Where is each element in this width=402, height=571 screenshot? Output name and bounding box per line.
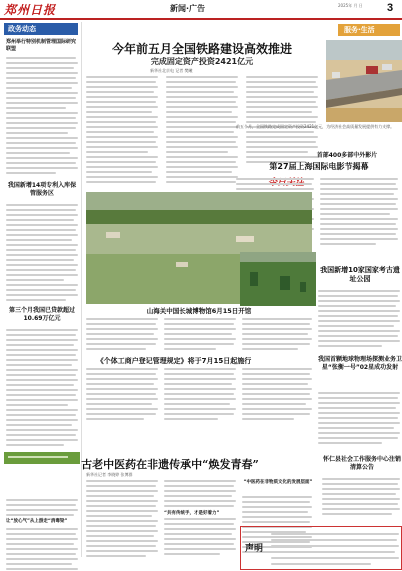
statement-box xyxy=(240,526,402,570)
great-wall-museum-caption[interactable]: 山海关中国长城博物馆6月15日开馆 xyxy=(146,307,252,315)
farm-photo-icon xyxy=(240,252,316,306)
top-story-subhead: 完成固定资产投资2421亿元 xyxy=(150,57,254,66)
masthead-rule xyxy=(0,18,402,20)
archaeology-body xyxy=(318,290,402,352)
statement-label: 声明 xyxy=(245,544,264,554)
top-story-headline[interactable]: 今年前五月全国铁路建设高效推进 xyxy=(111,42,292,56)
left-headline-4[interactable]: 让“放心气”从上游走“消毒梁” xyxy=(6,519,68,524)
right-banner-label: 服务·生活 xyxy=(344,26,375,34)
page-number: 3 xyxy=(387,2,394,14)
section-title: 新闻·广告 xyxy=(170,4,206,13)
business-registration-body xyxy=(86,368,316,428)
masthead xyxy=(0,0,402,18)
left-headline-2[interactable]: 我国新增14项专利入库保管服务区 xyxy=(7,182,77,197)
left-headline-1[interactable]: 郑州举行特别机制管理国际研究联盟 xyxy=(6,39,77,52)
satellite-headline[interactable]: 我国首颗地球物理场探测业务卫星“张衡一号”02星成功发射 xyxy=(318,356,402,371)
tcm-headline[interactable]: 古老中医药在非遗传承中“焕发青春” xyxy=(81,458,259,471)
issue-date: 2025年 月 日 xyxy=(338,3,363,8)
left-column xyxy=(2,22,82,557)
business-registration-headline[interactable]: 《个体工商户登记管理规定》将于7月15日起施行 xyxy=(96,357,252,365)
top-story-byline: 新华社北京电 记者 樊曦 xyxy=(150,68,193,73)
film-headline[interactable]: 第27届上海国际电影节揭幕 xyxy=(269,162,369,171)
policy-box-header xyxy=(4,23,78,35)
train-photo-icon xyxy=(326,40,402,122)
newspaper-logo: 郑州日报 xyxy=(4,3,57,17)
archaeology-headline[interactable]: 我国新增10家国家考古遗址公园 xyxy=(320,266,400,283)
liquidation-notice-headline[interactable]: 怀仁县社会工作服务中心注销清算公告 xyxy=(322,456,401,471)
film-kicker: 首部400多部中外影片 xyxy=(316,152,378,159)
tcm-subhead-1: “共有传统手，才是好着力” xyxy=(164,511,220,516)
train-photo-caption: 前五个月，全国铁路完成固定资产投资2421亿元，为经济社会高质量发展提供有力支撑。 xyxy=(236,124,395,129)
right-banner xyxy=(338,24,400,36)
left-headline-3[interactable]: 第三个月我国已贷款超过10.69万亿元 xyxy=(8,307,75,322)
policy-box-title: 政务动态 xyxy=(8,25,36,33)
liquidation-notice-body xyxy=(322,478,402,528)
tcm-byline: 新华社记者 李晓婷 张博群 xyxy=(86,472,133,477)
satellite-body xyxy=(318,392,402,454)
great-wall-body xyxy=(86,318,312,356)
tcm-quote-title: “中医药在非物质文化的发展层面” xyxy=(243,480,313,485)
